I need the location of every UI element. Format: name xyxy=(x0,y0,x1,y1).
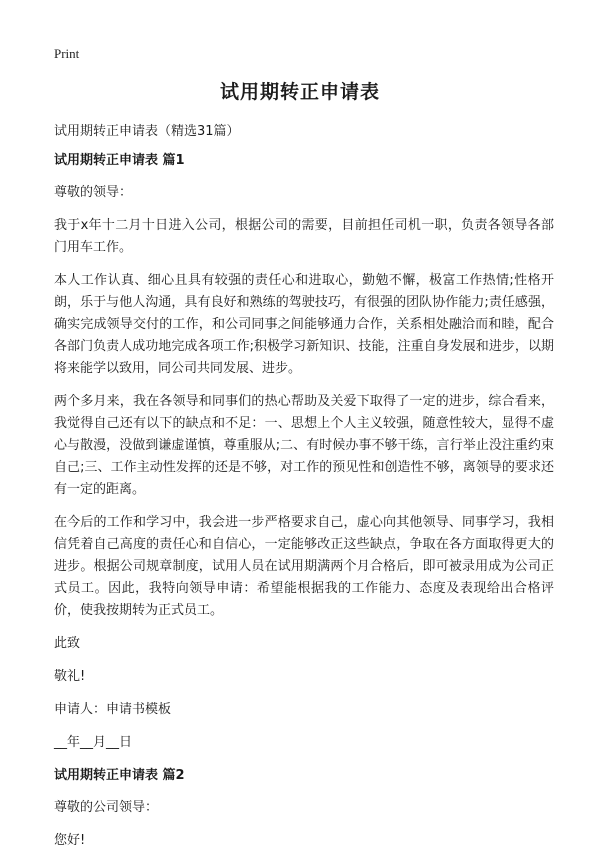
section-heading-2: 试用期转正申请表 篇2 xyxy=(54,768,185,783)
salutation: 尊敬的公司领导： xyxy=(54,800,159,815)
salutation: 尊敬的领导： xyxy=(54,185,133,200)
greeting-line: 您好! xyxy=(54,833,86,848)
applicant-line: 申请人：申请书模板 xyxy=(54,702,172,717)
closing-line: 此致 xyxy=(54,636,81,651)
body-paragraph: 两个多月来，我在各领导和同事们的热心帮助及关爱下取得了一定的进步，综合看来，我觉得自己还有以下的缺点和不足：一、思想上个人主义较强，随意性较大，显得不虚心与散漫，没做到谦虚谨慎，尊重服从;二、有时候办事不够干练，言行举止没注重约束自己;三、工作主动性发挥的还是不够，对工作的预见性和创造性不够，离领导的要求还有一定的距离。 xyxy=(54,394,554,497)
body-paragraph: 我于x年十二月十日进入公司，根据公司的需要，目前担任司机一职，负责各领导各部门用车工作。 xyxy=(54,218,554,255)
document-body xyxy=(54,150,554,863)
page-title: 试用期转正申请表 xyxy=(219,81,380,103)
date-line: __年__月__日 xyxy=(54,735,133,750)
body-paragraph: 在今后的工作和学习中，我会进一步严格要求自己，虚心向其他领导、同事学习，我相信凭着自己高度的责任心和自信心，一定能够改正这些缺点，争取在各方面取得更大的进步。根据公司规章制度，试用人员在试用期满两个月合格后，即可被录用成为公司正式员工。因此，我特向领导申请：希望能根据我的工作能力、态度及表现给出合格评价，使我按期转为正式员工。 xyxy=(54,515,554,618)
document-subtitle: 试用期转正申请表（精选31篇） xyxy=(54,124,240,139)
closing-regards: 敬礼! xyxy=(54,669,86,684)
body-paragraph: 本人工作认真、细心且具有较强的责任心和进取心，勤勉不懈，极富工作热情;性格开朗，乐于与他人沟通，具有良好和熟练的驾驶技巧，有很强的团队协作能力;责任感强，确实完成领导交付的工作，和公司同事之间能够通力合作，关系相处融洽而和睦，配合各部门负责人成功地完成各项工作;积极学习新知识、技能，注重自身发展和进步，以期将来能学以致用，同公司共同发展、进步。 xyxy=(54,273,554,376)
section-heading-1: 试用期转正申请表 篇1 xyxy=(54,153,185,168)
print-link[interactable]: Print xyxy=(54,46,80,61)
